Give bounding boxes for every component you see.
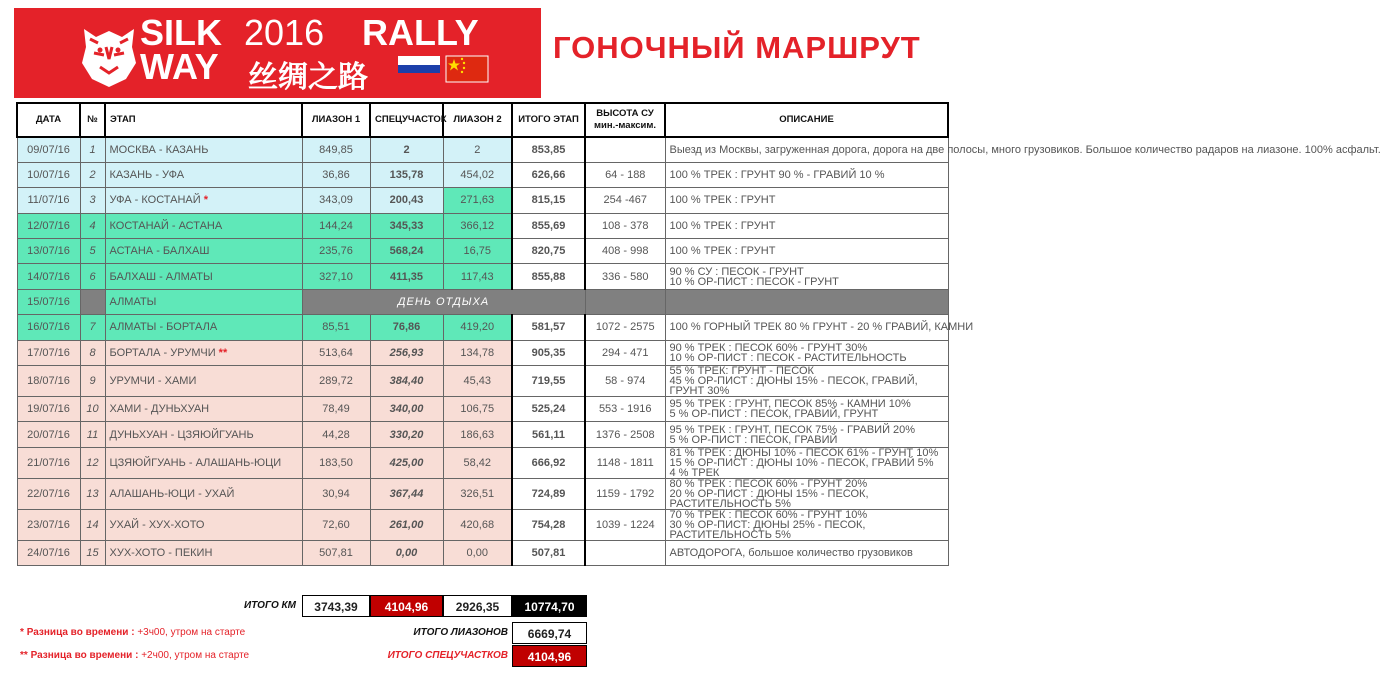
stage-name: ЦЗЯЮЙГУАНЬ - АЛАШАНЬ-ЮЦИ xyxy=(109,456,282,469)
total-km: 10774,70 xyxy=(512,595,587,617)
row-stage xyxy=(105,366,302,397)
total-liaison2: 2926,35 xyxy=(443,595,512,617)
stage-name: УРУМЧИ - ХАМИ xyxy=(109,375,197,388)
row-date: 22/07/16 xyxy=(17,478,80,509)
row-description: 100 % ТРЕК : ГРУНТ xyxy=(665,213,948,238)
row-date: 17/07/16 xyxy=(17,340,80,365)
row-total: 626,66 xyxy=(512,162,585,187)
row-date: 19/07/16 xyxy=(17,397,80,422)
row-special: 135,78 xyxy=(370,162,443,187)
row-number: 9 xyxy=(80,366,105,397)
table-row xyxy=(17,239,948,264)
row-special: 411,35 xyxy=(370,264,443,289)
table-row xyxy=(17,162,948,187)
row-date: 23/07/16 xyxy=(17,509,80,540)
row-height: 108 - 378 xyxy=(585,213,665,238)
note-value: +3ч00, утром на старте xyxy=(137,627,246,638)
row-stage xyxy=(105,137,302,162)
row-description xyxy=(665,289,948,314)
row-height xyxy=(585,289,665,314)
col-height: ВЫСОТА СУ мин.-максим. xyxy=(585,103,665,137)
row-stage xyxy=(105,340,302,365)
row-liaison1: 507,81 xyxy=(302,540,370,565)
row-stage xyxy=(105,239,302,264)
row-stage xyxy=(105,188,302,213)
table-row xyxy=(17,188,948,213)
logo-year: 2016 xyxy=(244,12,325,53)
row-number: 14 xyxy=(80,509,105,540)
row-special: 425,00 xyxy=(370,447,443,478)
row-liaison1: 235,76 xyxy=(302,239,370,264)
row-date: 10/07/16 xyxy=(17,162,80,187)
rest-day-row xyxy=(17,289,948,314)
row-liaison1: 183,50 xyxy=(302,447,370,478)
row-number xyxy=(80,289,105,314)
table-row xyxy=(17,213,948,238)
row-description: 70 % ТРЕК : ПЕСОК 60% - ГРУНТ 10% 30 % ОР-ПИСТ: ДЮНЫ 25% - ПЕСОК, РАСТИТЕЛЬНОСТЬ 5% xyxy=(665,509,948,540)
row-number: 12 xyxy=(80,447,105,478)
total-liaisons-label: ИТОГО ЛИАЗОНОВ xyxy=(413,627,508,638)
row-special: 345,33 xyxy=(370,213,443,238)
row-special: 2 xyxy=(370,137,443,162)
row-number: 2 xyxy=(80,162,105,187)
stage-name: ДУНЬХУАН - ЦЗЯЮЙГУАНЬ xyxy=(109,428,254,441)
row-special: 330,20 xyxy=(370,422,443,447)
row-liaison1: 30,94 xyxy=(302,478,370,509)
table-row xyxy=(17,478,948,509)
row-height: 254 -467 xyxy=(585,188,665,213)
row-total: 815,15 xyxy=(512,188,585,213)
row-height: 64 - 188 xyxy=(585,162,665,187)
row-height: 1039 - 1224 xyxy=(585,509,665,540)
row-special: 367,44 xyxy=(370,478,443,509)
row-total: 507,81 xyxy=(512,540,585,565)
logo-way: WAY xyxy=(140,46,219,87)
table-row xyxy=(17,447,948,478)
row-liaison1: 849,85 xyxy=(302,137,370,162)
row-liaison2: 58,42 xyxy=(443,447,512,478)
col-description: ОПИСАНИЕ xyxy=(665,103,948,137)
row-number: 10 xyxy=(80,397,105,422)
stage-name: УХАЙ - ХУХ-ХОТО xyxy=(109,518,205,531)
row-description: 90 % ТРЕК : ПЕСОК 60% - ГРУНТ 30% 10 % ОР-ПИСТ : ПЕСОК - РАСТИТЕЛЬНОСТЬ xyxy=(665,340,948,365)
row-special: 0,00 xyxy=(370,540,443,565)
row-stage xyxy=(105,478,302,509)
china-flag-icon xyxy=(446,56,488,82)
row-liaison2: 134,78 xyxy=(443,340,512,365)
row-number: 6 xyxy=(80,264,105,289)
table-row xyxy=(17,264,948,289)
row-total: 855,69 xyxy=(512,213,585,238)
row-special: 256,93 xyxy=(370,340,443,365)
total-liaison1: 3743,39 xyxy=(302,595,370,617)
route-table xyxy=(16,102,1381,566)
page-title: ГОНОЧНЫЙ МАРШРУТ xyxy=(553,30,921,65)
row-description: 55 % ТРЕК: ГРУНТ - ПЕСОК 45 % ОР-ПИСТ : ДЮНЫ 15% - ПЕСОК, ГРАВИЙ, ГРУНТ 30% xyxy=(665,366,948,397)
stage-name: ХАМИ - ДУНЬХУАН xyxy=(109,403,210,416)
row-liaison1: 78,49 xyxy=(302,397,370,422)
row-liaison2: 271,63 xyxy=(443,188,512,213)
tiger-logo-icon xyxy=(78,23,140,89)
row-total: 754,28 xyxy=(512,509,585,540)
row-number: 3 xyxy=(80,188,105,213)
row-height: 336 - 580 xyxy=(585,264,665,289)
row-liaison2: 0,00 xyxy=(443,540,512,565)
note-label: Разница во времени : xyxy=(26,627,135,638)
row-liaison2: 186,63 xyxy=(443,422,512,447)
stage-name: КАЗАНЬ - УФА xyxy=(109,169,185,182)
col-special: СПЕЦУЧАСТОК xyxy=(370,103,443,137)
table-row xyxy=(17,315,948,340)
row-liaison2: 419,20 xyxy=(443,315,512,340)
row-description: 80 % ТРЕК : ПЕСОК 60% - ГРУНТ 20% 20 % ОР-ПИСТ : ДЮНЫ 15% - ПЕСОК, РАСТИТЕЛЬНОСТЬ 5% xyxy=(665,478,948,509)
row-stage xyxy=(105,397,302,422)
row-description: АВТОДОРОГА, большое количество грузовиков xyxy=(665,540,948,565)
total-km-label: ИТОГО КМ xyxy=(244,600,296,611)
row-date: 09/07/16 xyxy=(17,137,80,162)
total-specials-label: ИТОГО СПЕЦУЧАСТКОВ xyxy=(387,650,508,661)
row-description: 95 % ТРЕК : ГРУНТ, ПЕСОК 75% - ГРАВИЙ 20% 5 % ОР-ПИСТ : ПЕСОК, ГРАВИЙ xyxy=(665,422,948,447)
col-liaison1: ЛИАЗОН 1 xyxy=(302,103,370,137)
row-liaison2: 117,43 xyxy=(443,264,512,289)
stage-name: МОСКВА - КАЗАНЬ xyxy=(109,143,209,156)
row-date: 14/07/16 xyxy=(17,264,80,289)
table-header xyxy=(17,103,948,137)
row-height: 408 - 998 xyxy=(585,239,665,264)
note-label: Разница во времени : xyxy=(30,650,139,661)
row-description: 100 % ТРЕК : ГРУНТ xyxy=(665,239,948,264)
row-date: 20/07/16 xyxy=(17,422,80,447)
row-number: 11 xyxy=(80,422,105,447)
stage-name: УФА - КОСТАНАЙ xyxy=(109,194,201,207)
row-special: 200,43 xyxy=(370,188,443,213)
row-special: 568,24 xyxy=(370,239,443,264)
row-description: 81 % ТРЕК : ДЮНЫ 10% - ПЕСОК 61% - ГРУНТ 10% 15 % ОР-ПИСТ : ДЮНЫ 10% - ПЕСОК, ГРАВИЙ 5% 4 % ТРЕК xyxy=(665,447,948,478)
row-stage xyxy=(105,213,302,238)
row-date: 13/07/16 xyxy=(17,239,80,264)
logo-banner xyxy=(14,8,541,98)
row-total: 719,55 xyxy=(512,366,585,397)
stage-name: КОСТАНАЙ - АСТАНА xyxy=(109,219,223,232)
table-row xyxy=(17,540,948,565)
total-liaisons: 6669,74 xyxy=(512,622,587,644)
row-liaison1: 513,64 xyxy=(302,340,370,365)
row-liaison1: 85,51 xyxy=(302,315,370,340)
russia-flag-icon xyxy=(398,56,440,82)
col-date: ДАТА xyxy=(17,103,80,137)
row-stage xyxy=(105,264,302,289)
total-specials: 4104,96 xyxy=(512,645,587,667)
col-number: № xyxy=(80,103,105,137)
row-stage xyxy=(105,422,302,447)
row-stage xyxy=(105,315,302,340)
row-liaison2: 2 xyxy=(443,137,512,162)
note-time-diff-2 xyxy=(20,650,249,661)
row-height: 1072 - 2575 xyxy=(585,315,665,340)
row-date: 18/07/16 xyxy=(17,366,80,397)
row-number: 13 xyxy=(80,478,105,509)
row-special: 340,00 xyxy=(370,397,443,422)
row-height: 1148 - 1811 xyxy=(585,447,665,478)
row-height xyxy=(585,540,665,565)
note-mark: * xyxy=(20,627,24,638)
table-row xyxy=(17,397,948,422)
stage-name: АЛАШАНЬ-ЮЦИ - УХАЙ xyxy=(109,487,235,500)
col-liaison2: ЛИАЗОН 2 xyxy=(443,103,512,137)
row-date: 16/07/16 xyxy=(17,315,80,340)
stage-name: ХУХ-ХОТО - ПЕКИН xyxy=(109,546,213,559)
table-row xyxy=(17,340,948,365)
note-time-diff-1 xyxy=(20,627,245,638)
row-date: 12/07/16 xyxy=(17,213,80,238)
row-stage xyxy=(105,509,302,540)
row-total: 561,11 xyxy=(512,422,585,447)
row-liaison2: 454,02 xyxy=(443,162,512,187)
stage-footnote-mark: ** xyxy=(218,346,228,359)
row-liaison2: 16,75 xyxy=(443,239,512,264)
row-date: 11/07/16 xyxy=(17,188,80,213)
row-liaison2: 326,51 xyxy=(443,478,512,509)
note-mark: ** xyxy=(20,650,28,661)
row-liaison1: 36,86 xyxy=(302,162,370,187)
row-height xyxy=(585,137,665,162)
row-height: 58 - 974 xyxy=(585,366,665,397)
table-row xyxy=(17,509,948,540)
logo-silk: SILK xyxy=(140,12,223,53)
row-liaison2: 420,68 xyxy=(443,509,512,540)
row-number: 5 xyxy=(80,239,105,264)
row-liaison2: 45,43 xyxy=(443,366,512,397)
row-description: 95 % ТРЕК : ГРУНТ, ПЕСОК 85% - КАМНИ 10% 5 % ОР-ПИСТ : ПЕСОК, ГРАВИЙ, ГРУНТ xyxy=(665,397,948,422)
row-description: 90 % СУ : ПЕСОК - ГРУНТ 10 % ОР-ПИСТ : ПЕСОК - ГРУНТ xyxy=(665,264,948,289)
row-liaison2: 366,12 xyxy=(443,213,512,238)
row-height: 553 - 1916 xyxy=(585,397,665,422)
row-liaison1: 72,60 xyxy=(302,509,370,540)
row-number: 7 xyxy=(80,315,105,340)
rest-day-label: ДЕНЬ ОТДЫХА xyxy=(302,289,585,314)
col-total: ИТОГО ЭТАП xyxy=(512,103,585,137)
row-description: 100 % ТРЕК : ГРУНТ xyxy=(665,188,948,213)
row-special: 261,00 xyxy=(370,509,443,540)
table-row xyxy=(17,137,948,162)
row-total: 855,88 xyxy=(512,264,585,289)
row-total: 525,24 xyxy=(512,397,585,422)
row-stage xyxy=(105,447,302,478)
row-description: 100 % ГОРНЫЙ ТРЕК 80 % ГРУНТ - 20 % ГРАВИЙ, КАМНИ xyxy=(665,315,948,340)
stage-name: БАЛХАШ - АЛМАТЫ xyxy=(109,270,213,283)
note-value: +2ч00, утром на старте xyxy=(141,650,250,661)
row-liaison2: 106,75 xyxy=(443,397,512,422)
row-stage xyxy=(105,540,302,565)
row-number: 15 xyxy=(80,540,105,565)
row-liaison1: 327,10 xyxy=(302,264,370,289)
col-stage: ЭТАП xyxy=(105,103,302,137)
row-height: 294 - 471 xyxy=(585,340,665,365)
row-total: 666,92 xyxy=(512,447,585,478)
row-date: 24/07/16 xyxy=(17,540,80,565)
row-height: 1376 - 2508 xyxy=(585,422,665,447)
row-stage xyxy=(105,162,302,187)
row-total: 820,75 xyxy=(512,239,585,264)
row-liaison1: 144,24 xyxy=(302,213,370,238)
table-row xyxy=(17,422,948,447)
row-height: 1159 - 1792 xyxy=(585,478,665,509)
row-total: 853,85 xyxy=(512,137,585,162)
row-liaison1: 343,09 xyxy=(302,188,370,213)
stage-name: АЛМАТЫ - БОРТАЛА xyxy=(109,321,218,334)
stage-name: БОРТАЛА - УРУМЧИ xyxy=(109,346,216,359)
row-description: Выезд из Москвы, загруженная дорога, дорога на две полосы, много грузовиков. Большое количество радаров на лиазоне. 100% асфальт. xyxy=(665,137,948,162)
row-date: 21/07/16 xyxy=(17,447,80,478)
logo-chinese: 丝绸之路 xyxy=(248,61,368,94)
row-date: 15/07/16 xyxy=(17,289,80,314)
total-special: 4104,96 xyxy=(370,595,443,617)
row-liaison1: 44,28 xyxy=(302,422,370,447)
row-total: 581,57 xyxy=(512,315,585,340)
table-row xyxy=(17,366,948,397)
row-special: 76,86 xyxy=(370,315,443,340)
row-number: 8 xyxy=(80,340,105,365)
row-special: 384,40 xyxy=(370,366,443,397)
row-number: 1 xyxy=(80,137,105,162)
row-number: 4 xyxy=(80,213,105,238)
stage-footnote-mark: * xyxy=(203,194,208,207)
logo-rally: RALLY xyxy=(362,12,479,53)
row-liaison1: 289,72 xyxy=(302,366,370,397)
row-description: 100 % ТРЕК : ГРУНТ 90 % - ГРАВИЙ 10 % xyxy=(665,162,948,187)
stage-name: АСТАНА - БАЛХАШ xyxy=(109,245,210,258)
row-total: 905,35 xyxy=(512,340,585,365)
row-total: 724,89 xyxy=(512,478,585,509)
row-stage: АЛМАТЫ xyxy=(105,289,302,314)
